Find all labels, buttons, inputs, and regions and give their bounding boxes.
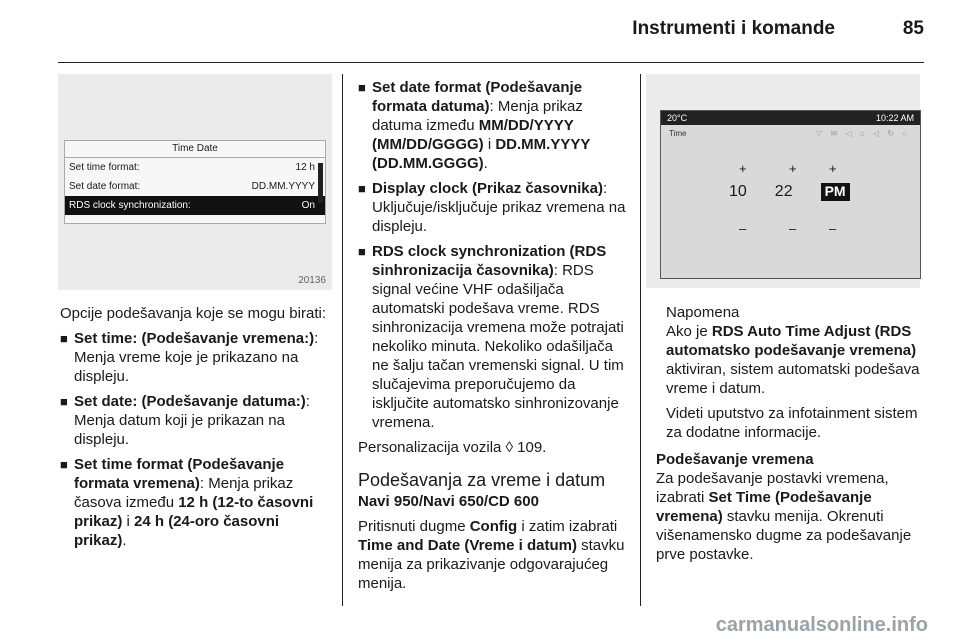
item-text: : Menja prikaz časova između bbox=[74, 475, 294, 511]
bullet-icon: ■ bbox=[60, 394, 68, 409]
item-term: Set date: (Podešavanje datuma:) bbox=[74, 393, 306, 410]
bullet-icon: ■ bbox=[60, 457, 68, 472]
menu-row-time-format bbox=[65, 158, 325, 177]
list-item bbox=[60, 392, 330, 449]
column-divider-2 bbox=[640, 74, 641, 606]
menu-row-label: Set time format: bbox=[69, 162, 140, 173]
column-3 bbox=[656, 303, 926, 570]
item-text: i bbox=[483, 136, 496, 153]
item-text: i bbox=[122, 513, 135, 530]
item-term: 12 h (12-to časovni prikaz) bbox=[74, 494, 314, 530]
menu-row-label: RDS clock synchronization: bbox=[69, 200, 191, 211]
personalization-link[interactable]: Personalizacija vozila ◊ 109. bbox=[358, 439, 547, 456]
temperature-readout: 20°C bbox=[667, 113, 688, 123]
column-divider-1 bbox=[342, 74, 343, 606]
hour-down-icon: – bbox=[739, 221, 747, 236]
list-item bbox=[60, 329, 330, 386]
note-block bbox=[656, 303, 926, 442]
item-text: : Menja vreme koje je prikazano na displeju. bbox=[74, 330, 319, 385]
list-item bbox=[60, 455, 330, 550]
minute-value: 22 bbox=[774, 183, 793, 200]
item-term: RDS clock synchronization (RDS sinhronizacija časovnika) bbox=[372, 243, 607, 279]
time-values bbox=[729, 183, 850, 201]
item-text: : Menja datum koji je prikazan na displeju. bbox=[74, 393, 310, 448]
minute-down-icon: – bbox=[789, 221, 797, 236]
item-term: Set time format (Podešavanje formata vremena) bbox=[74, 456, 285, 492]
menu-row-value: On bbox=[301, 200, 315, 211]
bullet-icon: ■ bbox=[358, 181, 366, 196]
minute-up-icon: + bbox=[789, 161, 797, 176]
bullet-icon: ■ bbox=[358, 80, 366, 95]
page-header-title: Instrumenti i komande bbox=[632, 18, 835, 39]
ampm-down-icon: – bbox=[829, 221, 837, 236]
item-text: : Menja prikaz datuma između bbox=[372, 98, 583, 134]
status-icons: ▽ ✉ ◁ ⌂ ◁ ↻ ○ bbox=[816, 129, 910, 138]
item-term: Display clock (Prikaz časovnika) bbox=[372, 180, 603, 197]
list-item bbox=[358, 179, 626, 236]
item-text: : Uključuje/isključuje prikaz vremena na displeju. bbox=[372, 180, 626, 235]
note-text-2: Videti uputstvo za infotainment sistem za dodatne informacije. bbox=[666, 405, 918, 441]
hour-up-icon: + bbox=[739, 161, 747, 176]
clock-readout: 10:22 AM bbox=[875, 113, 914, 123]
ampm-value: PM bbox=[821, 183, 850, 201]
paragraph: Za podešavanje postavki vremena, izabrati Set Time (Podešavanje vremena) stavku menija. Okrenuti višenamensko dugme za podešavanje prve postavke. bbox=[656, 470, 912, 563]
section-heading: Podešavanja za vreme i datum bbox=[358, 470, 606, 490]
section-subheading: Navi 950/Navi 650/CD 600 bbox=[358, 493, 539, 510]
item-term: 24 h (24-oro časovni prikaz) bbox=[74, 513, 280, 549]
list-item bbox=[358, 78, 626, 173]
figure-time-setting-screen bbox=[646, 74, 920, 288]
column-1 bbox=[60, 304, 330, 556]
item-term: MM/DD/YYYY (MM/DD/GGGG) bbox=[372, 117, 574, 153]
hour-value: 10 bbox=[729, 183, 747, 200]
figure-time-date-menu bbox=[58, 74, 332, 290]
menu-row-date-format bbox=[65, 177, 325, 196]
page-number: 85 bbox=[902, 18, 924, 39]
item-term: DD.MM.YYYY (DD.MM.GGGG) bbox=[372, 136, 591, 172]
menu-row-value: DD.MM.YYYY bbox=[251, 181, 315, 192]
item-text: . bbox=[122, 532, 127, 549]
menu-row-rds-sync bbox=[65, 196, 325, 215]
intro-text: Opcije podešavanja koje se mogu birati: bbox=[60, 305, 326, 322]
menu-row-label: Set date format: bbox=[69, 181, 141, 192]
screen-title: Time Date bbox=[65, 141, 325, 158]
bullet-icon: ■ bbox=[60, 331, 68, 346]
menu-row-value: 12 h bbox=[295, 162, 315, 173]
bullet-icon: ■ bbox=[358, 244, 366, 259]
list-item bbox=[358, 242, 626, 432]
ampm-up-icon: + bbox=[829, 161, 837, 176]
column-2 bbox=[358, 78, 626, 599]
screen-label: Time bbox=[669, 129, 687, 138]
time-setting-screen bbox=[660, 110, 921, 279]
status-bar bbox=[661, 111, 920, 125]
watermark: carmanualsonline.info bbox=[715, 614, 928, 636]
item-term: Set date format (Podešavanje formata datuma) bbox=[372, 79, 583, 115]
note-text: Ako je RDS Auto Time Adjust (RDS automatsko podešavanje vremena) aktiviran, sistem automatski podešava vreme i datum. bbox=[666, 323, 920, 397]
item-text: : RDS signal većine VHF odašiljača automatski podešava vreme. RDS sinhronizacija vremena može potrajati nekoliko minuta. Nekoliko odašiljača ne šalju tačan vremenski signal. U tim slučajevima preporučujemo da isključite automatsko sinhronizovanje vremena. bbox=[372, 262, 624, 431]
item-text: . bbox=[483, 155, 488, 172]
scrollbar bbox=[318, 163, 323, 203]
item-term: Set time: (Podešavanje vremena:) bbox=[74, 330, 315, 347]
figure-number: 20136 bbox=[298, 275, 326, 286]
header-rule bbox=[58, 62, 924, 63]
section-subheading: Podešavanje vremena bbox=[656, 451, 814, 468]
note-title: Napomena bbox=[666, 304, 740, 321]
paragraph: Pritisnuti dugme Config i zatim izabrati Time and Date (Vreme i datum) stavku menija za prikazivanje odgovarajućeg menija. bbox=[358, 518, 625, 592]
time-date-screen bbox=[64, 140, 326, 224]
